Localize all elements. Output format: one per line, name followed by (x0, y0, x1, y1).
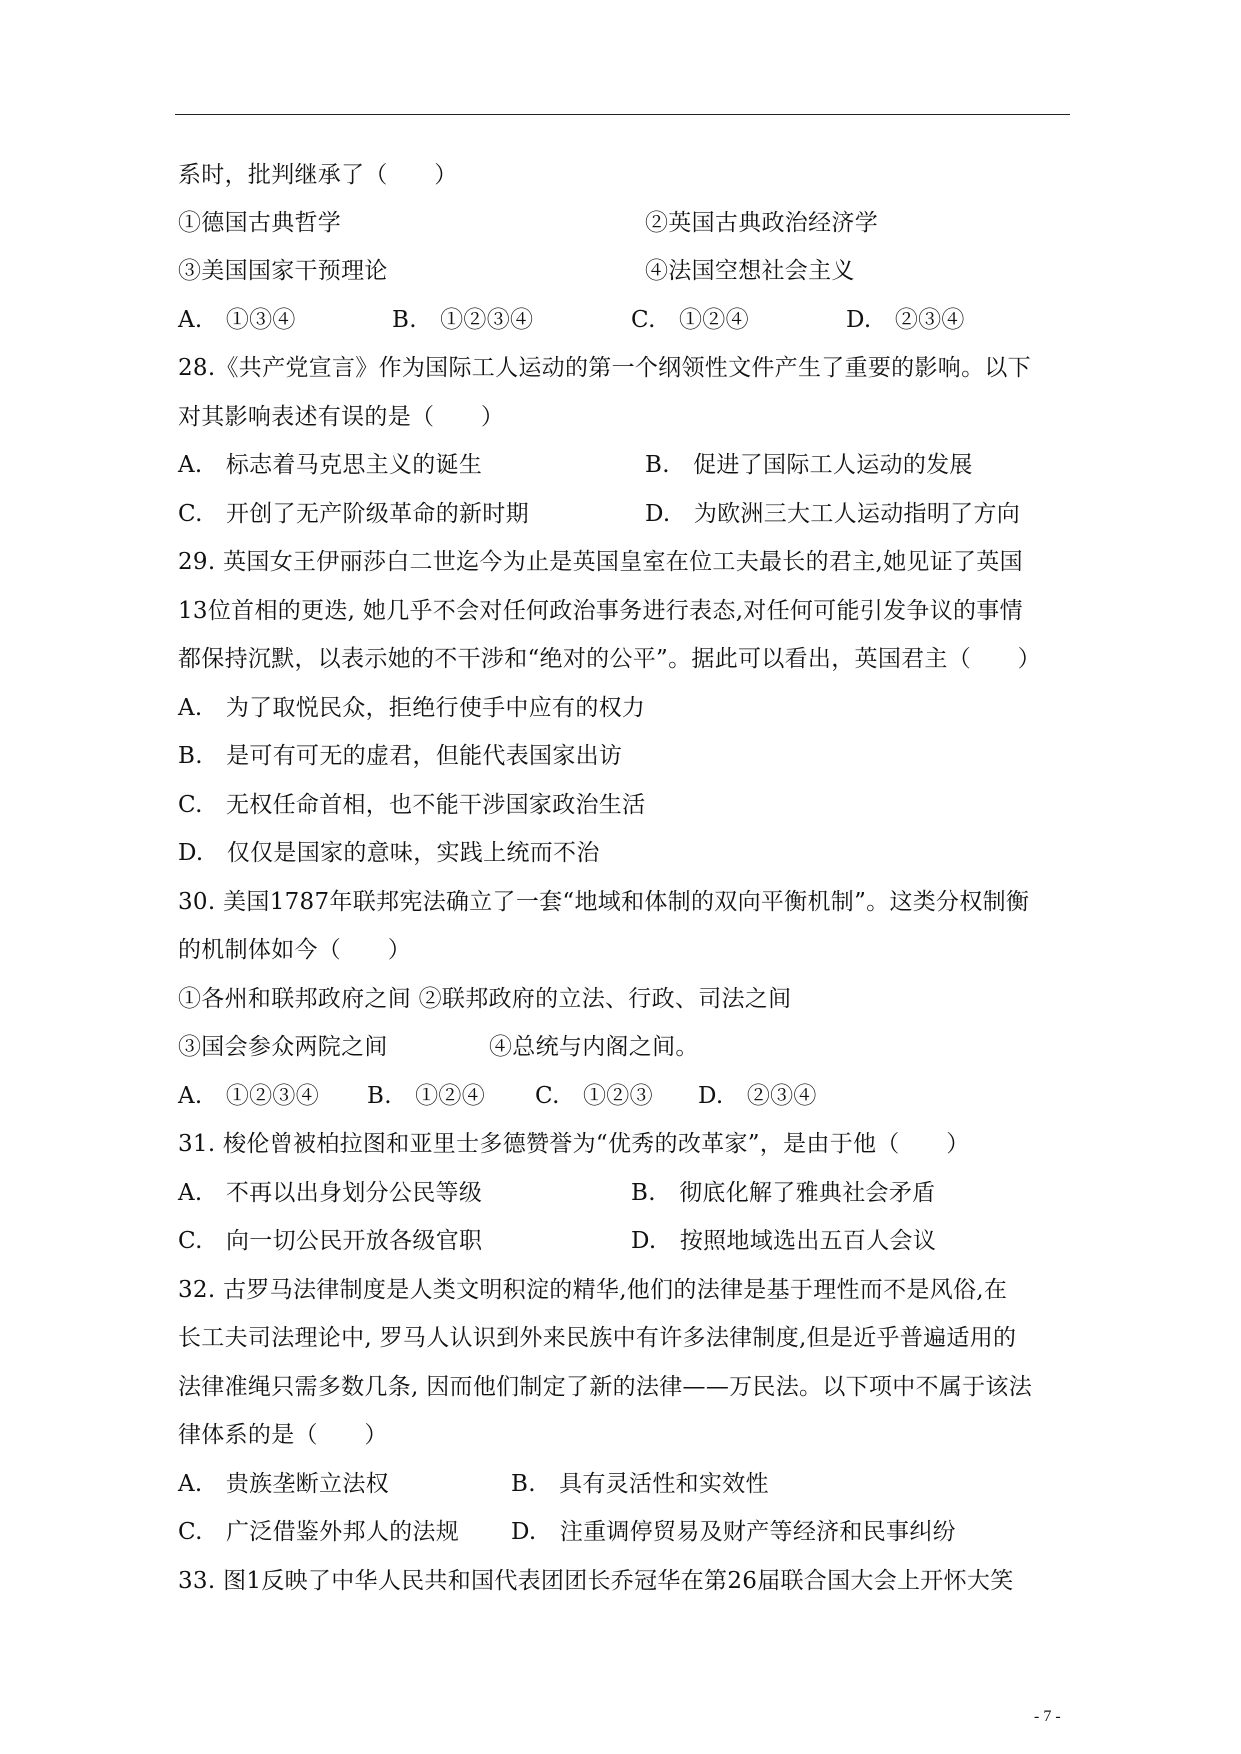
page-number: - 7 - (1034, 1708, 1061, 1725)
q32-options-ab (178, 1469, 769, 1499)
q29-stem-line-2: 13位首相的更迭, 她几乎不会对任何政治事务进行表态,对任何可能引发争议的事情 (178, 598, 1023, 624)
q28-option-d: D. 为欧洲三大工人运动指明了方向 (645, 501, 1021, 527)
q27-item-2: ②英国古典政治经济学 (645, 210, 878, 236)
q31-options-cd (178, 1226, 937, 1256)
q31-option-c: C. 向一切公民开放各级官职 (178, 1228, 483, 1254)
q27-option-row-2 (178, 256, 855, 286)
q32-option-d: D. 注重调停贸易及财产等经济和民事纠纷 (511, 1519, 956, 1545)
q29-option-a: A. 为了取悦民众，拒绝行使手中应有的权力 (178, 695, 646, 721)
q29-option-d: D. 仅仅是国家的意味，实践上统而不治 (178, 840, 600, 866)
q32-stem-line-2: 长工夫司法理论中, 罗马人认识到外来民族中有许多法律制度,但是近乎普遍适用的 (178, 1325, 1017, 1351)
q27-choice-d: D. ②③④ (846, 307, 965, 333)
q28-options-cd (178, 499, 1021, 529)
q29-stem-line-3: 都保持沉默，以表示她的不干涉和“绝对的公平”。据此可以看出，英国君主（ ） (178, 646, 1041, 672)
q27-item-3: ③美国国家干预理论 (178, 258, 388, 284)
q29-option-c: C. 无权任命首相，也不能干涉国家政治生活 (178, 792, 646, 818)
q28-stem-line-2: 对其影响表述有误的是（ ） (178, 404, 505, 430)
q30-choice-a: A. ①②③④ (178, 1083, 320, 1109)
q32-stem-line-3: 法律准绳只需多数几条, 因而他们制定了新的法律——万民法。以下项中不属于该法 (178, 1374, 1033, 1400)
q30-items-line-2 (178, 1032, 699, 1062)
q32-stem-line-1: 32. 古罗马法律制度是人类文明积淀的精华,他们的法律是基于理性而不是风俗,在 (178, 1277, 1008, 1303)
q27-stem-tail: 系时，批判继承了（ ） (178, 162, 458, 188)
q28-option-c: C. 开创了无产阶级革命的新时期 (178, 501, 529, 527)
q31-option-d: D. 按照地域选出五百人会议 (631, 1228, 937, 1254)
q32-option-b: B. 具有灵活性和实效性 (511, 1471, 769, 1497)
q28-options-ab (178, 450, 973, 480)
q33-stem-line-1: 33. 图1反映了中华人民共和国代表团团长乔冠华在第26届联合国大会上开怀大笑 (178, 1568, 1014, 1594)
q30-item-3: ③国会参众两院之间 (178, 1034, 388, 1060)
q30-choice-c: C. ①②③ (535, 1083, 653, 1109)
q29-option-b: B. 是可有可无的虚君，但能代表国家出访 (178, 743, 623, 769)
q30-items-line-1: ①各州和联邦政府之间 ②联邦政府的立法、行政、司法之间 (178, 986, 792, 1012)
q30-choice-d: D. ②③④ (698, 1083, 817, 1109)
q31-option-b: B. 彻底化解了雅典社会矛盾 (631, 1180, 936, 1206)
q27-choice-b: B. ①②③④ (392, 307, 534, 333)
q30-choice-b: B. ①②④ (367, 1083, 486, 1109)
q29-stem-line-1: 29. 英国女王伊丽莎白二世迄今为止是英国皇室在位工夫最长的君主,她见证了英国 (178, 549, 1023, 575)
q27-choice-a: A. ①③④ (178, 307, 296, 333)
q30-choices (178, 1081, 817, 1111)
q32-option-a: A. 贵族垄断立法权 (178, 1471, 389, 1497)
q32-option-c: C. 广泛借鉴外邦人的法规 (178, 1519, 459, 1545)
q27-item-1: ①德国古典哲学 (178, 210, 342, 236)
q32-options-cd (178, 1517, 956, 1547)
q31-stem: 31. 梭伦曾被柏拉图和亚里士多德赞誉为“优秀的改革家”，是由于他（ ） (178, 1131, 970, 1157)
q28-stem-line-1: 28.《共产党宣言》作为国际工人运动的第一个纲领性文件产生了重要的影响。以下 (178, 355, 1031, 381)
q28-option-a: A. 标志着马克思主义的诞生 (178, 452, 483, 478)
q32-stem-line-4: 律体系的是（ ） (178, 1422, 388, 1448)
q27-option-row-1 (178, 208, 878, 238)
header-rule (175, 114, 1070, 115)
q27-choices (178, 305, 965, 335)
q30-stem-line-2: 的机制体如今（ ） (178, 937, 411, 963)
q27-item-4: ④法国空想社会主义 (645, 258, 855, 284)
q30-item-4: ④总统与内阁之间。 (489, 1034, 699, 1060)
q28-option-b: B. 促进了国际工人运动的发展 (645, 452, 973, 478)
q31-options-ab (178, 1178, 936, 1208)
q27-choice-c: C. ①②④ (631, 307, 749, 333)
q31-option-a: A. 不再以出身划分公民等级 (178, 1180, 483, 1206)
q30-stem-line-1: 30. 美国1787年联邦宪法确立了一套“地域和体制的双向平衡机制”。这类分权制衡 (178, 889, 1030, 915)
